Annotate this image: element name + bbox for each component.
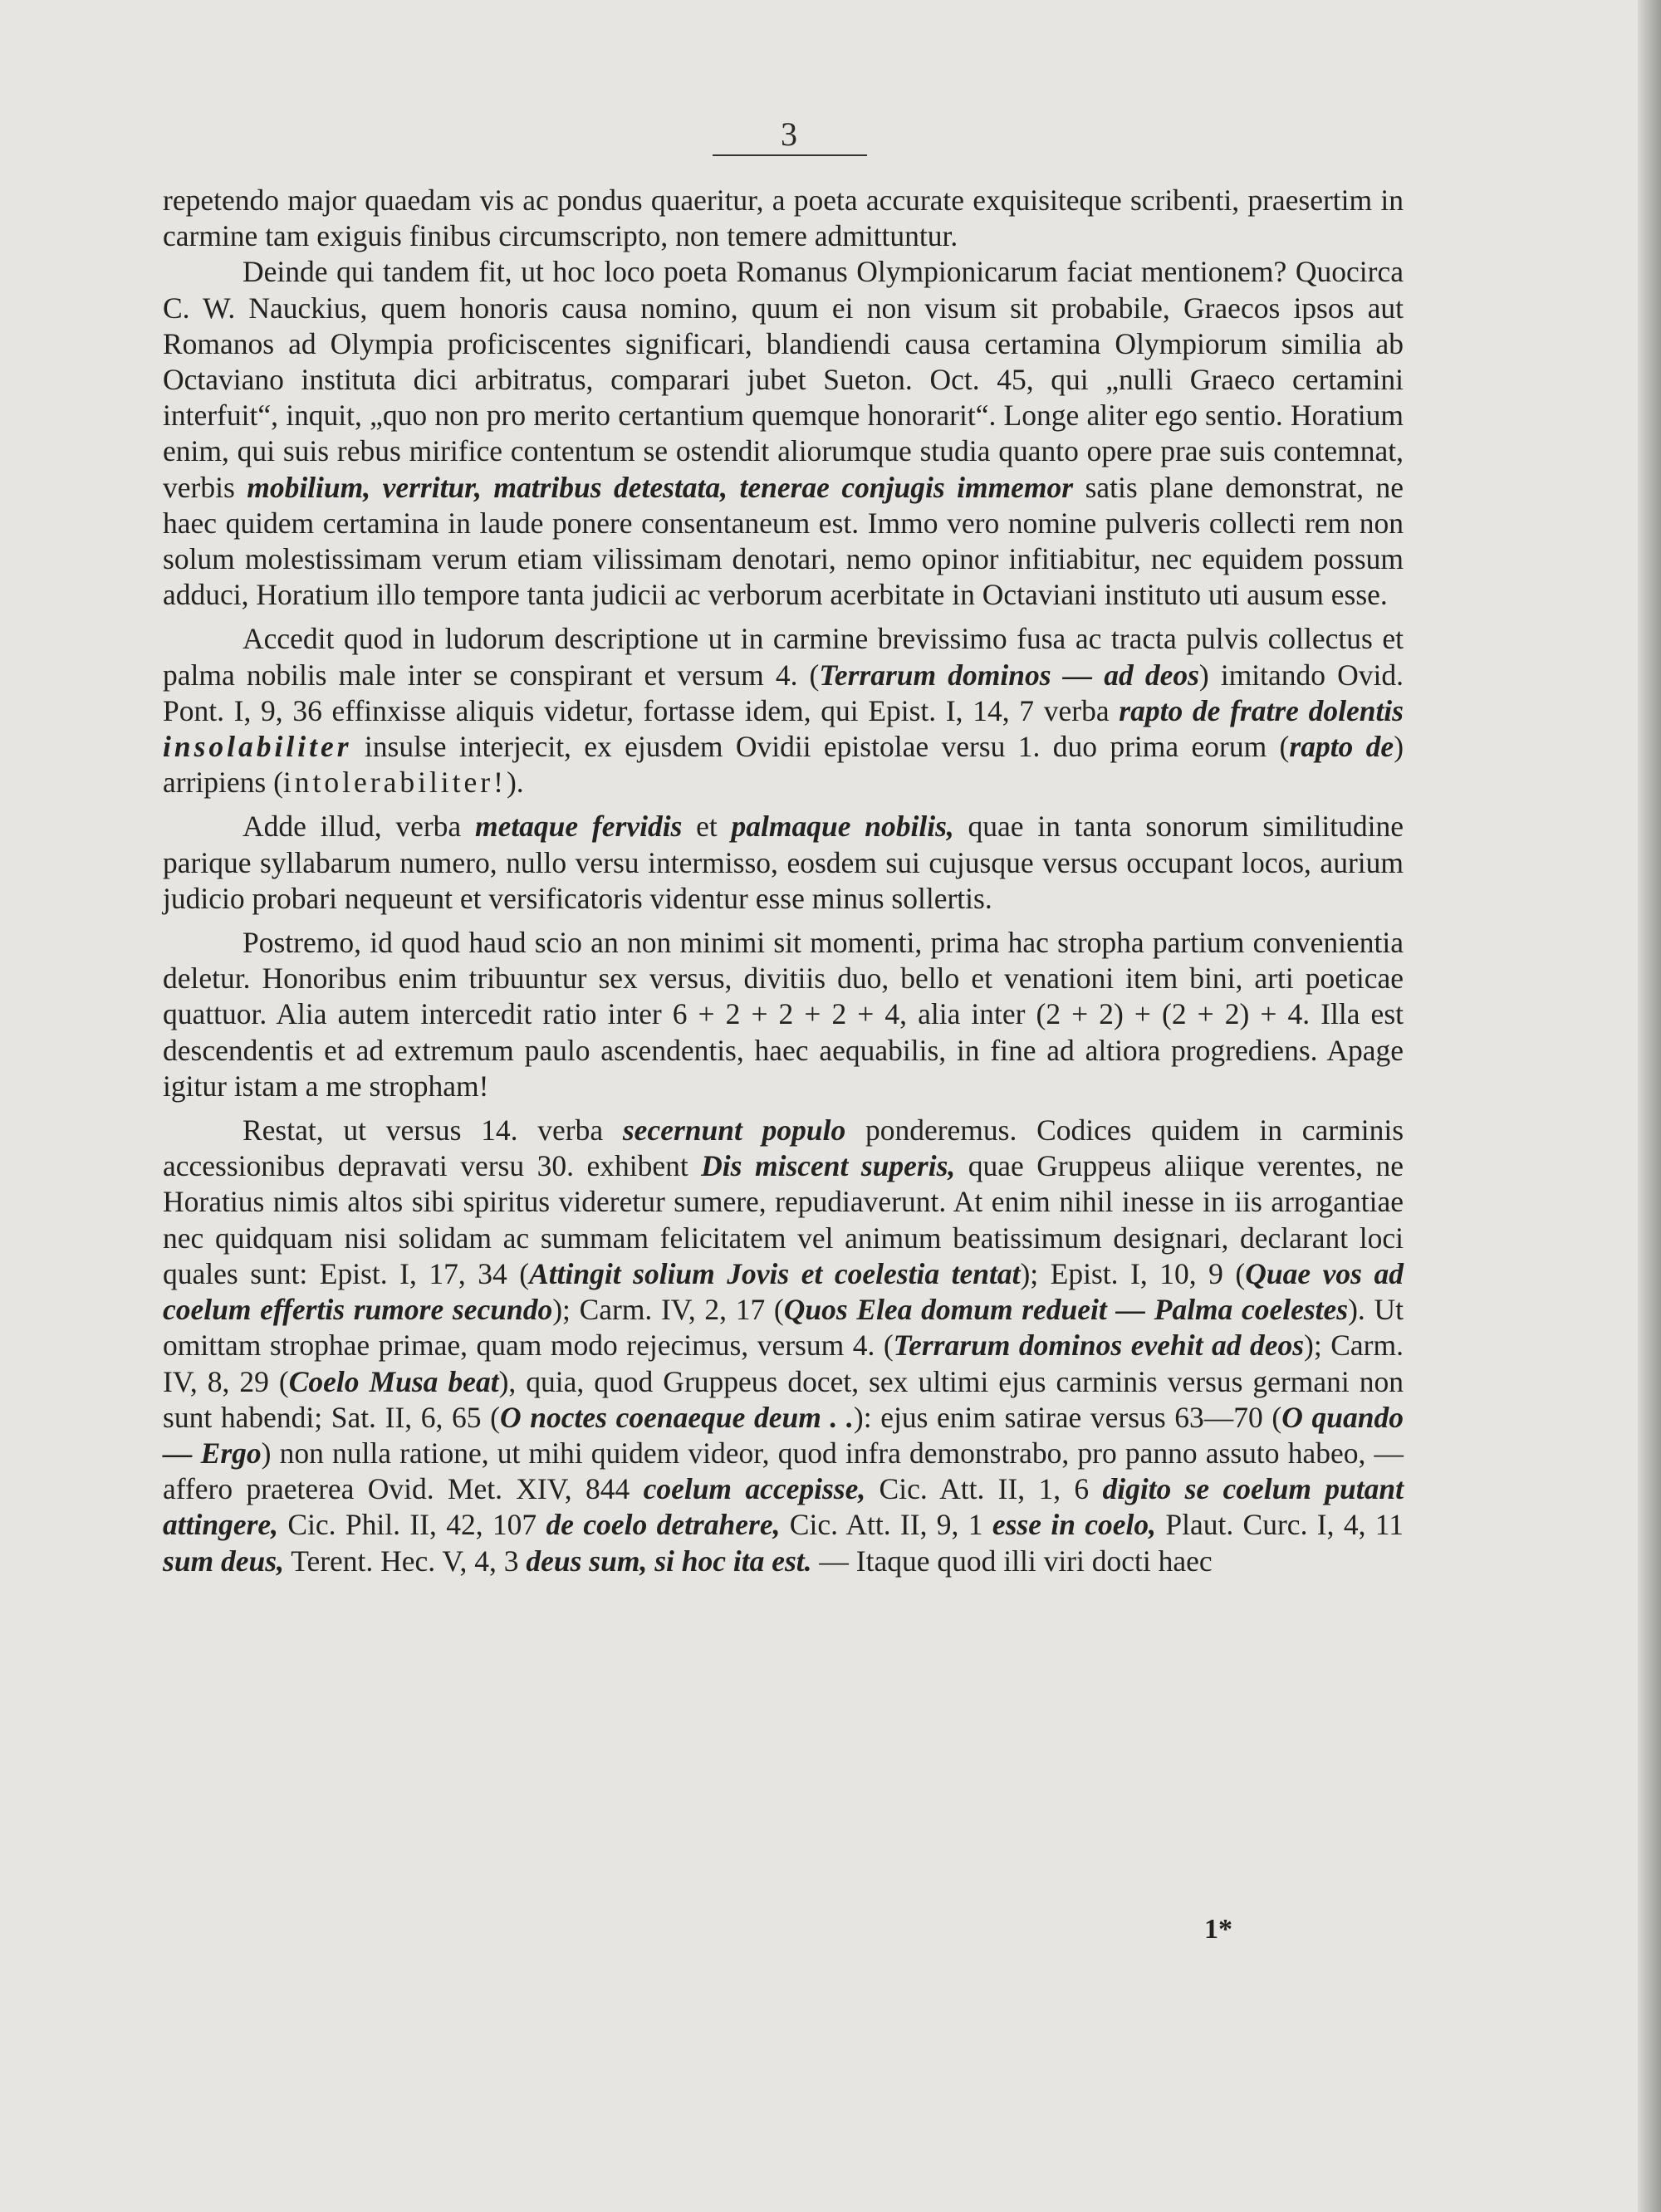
emphasis-run: deus sum, si hoc ita est. [526,1544,812,1578]
text-run: Adde illud, verba [243,810,475,844]
text-run: ): ejus enim satirae versus 63—70 ( [853,1400,1282,1434]
text-run: ) arripiens ( [163,730,1404,800]
printer-signature-mark: 1* [1204,1914,1232,1945]
text-run: quae in tanta sonorum similitudine parique syllabarum numero, nullo versu intermisso, eosdem sui cujusque versus occupant locos, aurium judicio probari nequeunt et versificatoris videntur esse minus sollertis. [163,810,1404,915]
emphasis-run: sum deus, [163,1544,284,1578]
emphasis-run: insolabiliter [163,730,352,764]
emphasis-run: O noctes coenaeque deum . . [499,1400,854,1434]
text-run: ). Ut omittam strophae primae, quam modo rejecimus, versum 4. ( [163,1293,1404,1363]
emphasis-run: coelum accepisse, [643,1472,866,1506]
emphasis-run: intolerabiliter! [282,766,507,800]
text-run: insulse interjecit, ex ejusdem Ovidii epistolae versu 1. duo prima eorum ( [351,730,1290,764]
emphasis-run: rapto de [1289,730,1394,764]
text-run: satis plane demonstrat, ne haec quidem certamina in laude ponere consentaneum est. Immo vero nomine pulveris collecti rem non solum molestissimam verum etiam vilissimam denotari, nemo opinor infitiabitur, nec equidem possum adduci, Horatium illo tempore tanta judicii ac verborum acerbitate in Octaviani instituto uti ausum esse. [163,470,1404,612]
paragraph-adde-illud [163,809,1404,917]
emphasis-run: Attingit solium Jovis et coelestia tentat [529,1256,1021,1290]
paragraph-postremo [163,925,1404,1104]
text-run: ), quia, quod Gruppeus docet, sex ultimi ejus carminis versus germani non sunt habendi; Sat. II, 6, 65 ( [163,1364,1404,1434]
text-run: ) non nulla ratione, ut mihi quidem videor, quod infra demonstrabo, pro panno assuto habeo, — affero praeterea Ovid. Met. XIV, 844 [163,1436,1404,1506]
text-run: quae Gruppeus aliique verentes, ne Horatius nimis altos sibi spiritus videretur sumere, repudiaverunt. At enim nihil inesse in iis arrogantiae nec quidquam nisi solidam ac summam felicitatem vel animum beatissimum designari, declarant loci quales sunt: Epist. I, 17, 34 ( [163,1149,1404,1290]
text-run: ); Epist. I, 10, 9 ( [1020,1256,1246,1290]
page-number: 3 [781,115,797,153]
text-run: Cic. Att. II, 1, 6 [865,1472,1103,1506]
paragraph-continuation [163,183,1404,254]
text-run: ponderemus. Codices quidem in carminis accessionibus depravati versu 30. exhibent [163,1113,1404,1183]
emphasis-run: mobilium, verritur, matribus detestata, tenerae conjugis immemor [247,470,1074,504]
text-run: Accedit quod in ludorum descriptione ut in carmine brevissimo fusa ac tracta pulvis collectus et palma nobilis male inter se conspirant et versum 4. ( [163,622,1404,692]
text-run: Restat, ut versus 14. verba [243,1113,623,1148]
text-run: repetendo major quaedam vis ac pondus quaeritur, a poeta accurate exquisiteque scribenti, praesertim in carmine tam exiguis finibus circumscripto, non temere admittuntur. [163,184,1404,253]
text-run: Cic. Phil. II, 42, 107 [278,1508,546,1542]
emphasis-run: metaque fervidis [474,810,683,844]
text-run: ) imitando Ovid. Pont. I, 9, 36 effinxisse aliquis videtur, fortasse idem, qui Epist. I, 14, 7 verba [163,658,1404,727]
text-run: Plaut. Curc. I, 4, 11 [1156,1508,1404,1542]
text-run: Terent. Hec. V, 4, 3 [284,1544,527,1578]
emphasis-run: digito se coelum putant attingere, [163,1472,1404,1542]
emphasis-run: esse in coelo, [992,1508,1157,1542]
page-number-rule [713,154,867,156]
text-run: — Itaque quod illi viri docti haec [811,1544,1213,1578]
text-run: ); Carm. IV, 8, 29 ( [163,1329,1404,1398]
emphasis-run: de coelo detrahere, [546,1508,781,1542]
emphasis-run: Terrarum dominos — ad deos [819,658,1199,692]
emphasis-run: secernunt populo [622,1113,846,1148]
emphasis-run: O quando — Ergo [163,1400,1404,1470]
text-run: et [682,810,732,844]
paragraph-accedit [163,621,1404,800]
text-run: ). [506,766,524,800]
body-text [163,183,1404,1579]
emphasis-run: Dis miscent superis, [701,1149,956,1183]
emphasis-run: palmaque nobilis, [731,810,954,844]
emphasis-run: Quos Elea domum redueit — Palma coelestes [783,1293,1349,1327]
text-run: Cic. Att. II, 9, 1 [780,1508,992,1542]
text-run: Postremo, id quod haud scio an non minimi sit momenti, prima hac stropha partium convenientia deletur. Honoribus enim tribuuntur sex versus, divitiis duo, bello et venationi item bini, arti poeticae quattuor. Alia autem intercedit ratio inter 6 + 2 + 2 + 2 + 4, alia inter (2 + 2) + (2 + 2) + 4. Illa est descendentis et ad extremum paulo ascendentis, haec aequabilis, in fine ad altiora progrediens. Apage igitur istam a me stropham! [163,926,1404,1103]
paragraph-olympionicae [163,254,1404,613]
emphasis-run: Coelo Musa beat [288,1364,499,1398]
emphasis-run: Quae vos ad coelum effertis rumore secundo [163,1256,1404,1327]
paragraph-restat [163,1113,1404,1579]
emphasis-run: rapto de fratre dolentis [1119,693,1404,727]
text-run: Deinde qui tandem fit, ut hoc loco poeta Romanus Olympionicarum faciat mentionem? Quocirca C. W. Nauckius, quem honoris causa nomino, quum ei non visum sit probabile, Graecos ipsos aut Romanos ad Olympia proficiscentes significari, blandiendi causa certamina Olympiorum similia ab Octaviano instituta dici arbitratus, comparari jubet Sueton. Oct. 45, qui „nulli Graeco certamini interfuit“, inquit, „quo non pro merito certantium quemque honorarit“. Longe aliter ego sentio. Horatium enim, qui suis rebus mirifice contentum se ostendit aliorumque studia quanto opere prae suis contemnat, verbis [163,255,1404,504]
emphasis-run: Terrarum dominos evehit ad deos [893,1329,1305,1363]
text-run: ); Carm. IV, 2, 17 ( [552,1293,784,1327]
